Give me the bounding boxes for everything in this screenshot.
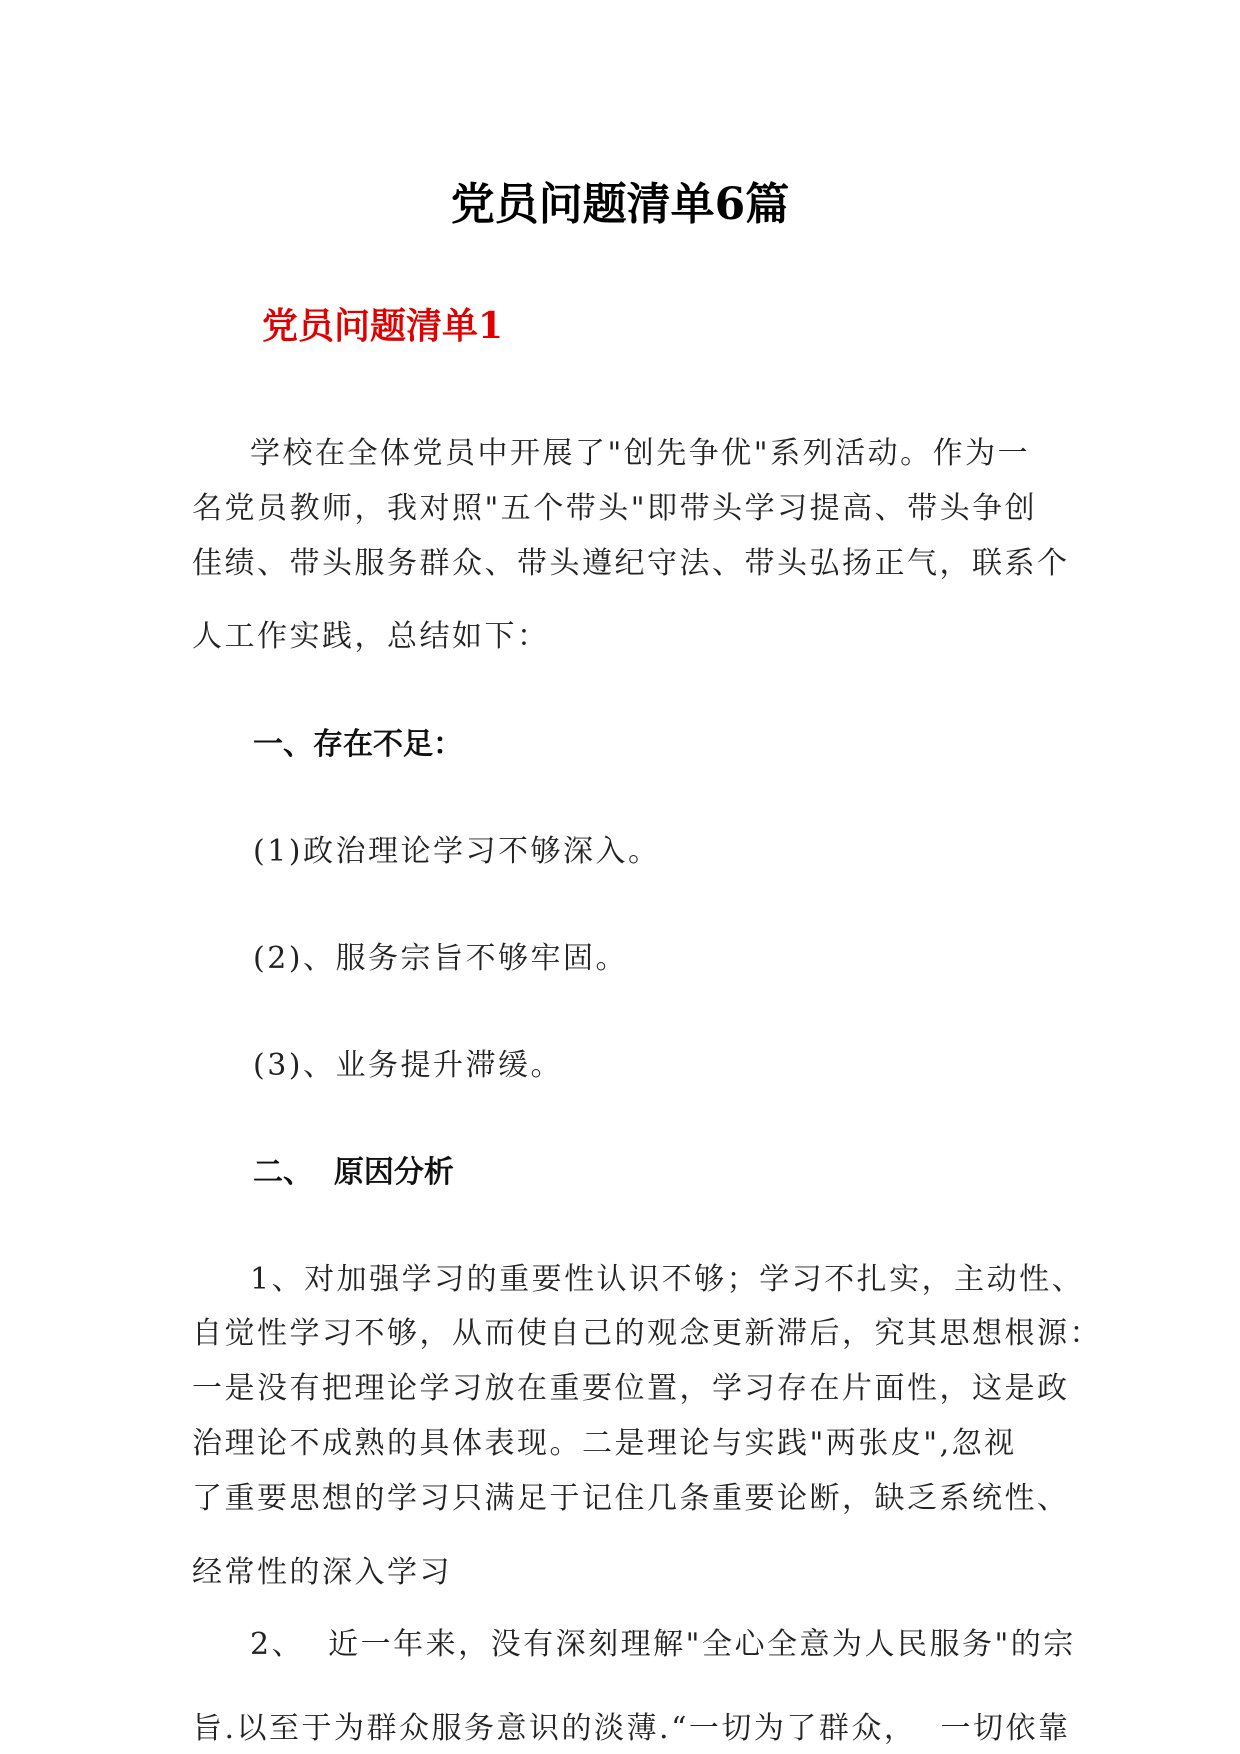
intro-line-3: 佳绩、带头服务群众、带头遵纪守法、带头弘扬正气，联系个 xyxy=(192,546,1070,581)
analysis-line-3: 一是没有把理论学习放在重要位置，学习存在片面性，这是政 xyxy=(192,1371,1070,1406)
analysis-line-2: 自觉性学习不够，从而使自己的观念更新滞后，究其思想根源： xyxy=(192,1316,1102,1351)
analysis-line-5: 了重要思想的学习只满足于记住几条重要论断，缺乏系统性、 xyxy=(192,1481,1070,1516)
shortcoming-item-3: (3)、业务提升滞缓。 xyxy=(253,1048,563,1083)
shortcoming-item-2: (2)、服务宗旨不够牢固。 xyxy=(253,941,628,976)
section-heading-analysis: 二、 原因分析 xyxy=(253,1155,454,1190)
analysis-line-6: 经常性的深入学习 xyxy=(192,1555,452,1590)
intro-line-2: 名党员教师，我对照"五个带头"即带头学习提高、带头争创 xyxy=(192,491,1038,526)
analysis-line-4: 治理论不成熟的具体表现。二是理论与实践"两张皮",忽视 xyxy=(192,1426,1017,1461)
analysis-line-7: 2、 近一年来，没有深刻理解"全心全意为人民服务"的宗 xyxy=(250,1627,1076,1662)
document-title: 党员问题清单6篇 xyxy=(450,179,790,230)
intro-line-4: 人工作实践，总结如下： xyxy=(192,619,550,654)
intro-line-1: 学校在全体党员中开展了"创先争优"系列活动。作为一 xyxy=(250,436,1031,471)
section-heading-shortcomings: 一、存在不足： xyxy=(253,727,463,762)
section-title: 党员问题清单1 xyxy=(262,305,504,347)
analysis-line-8: 旨.以至于为群众服务意识的淡薄.“一切为了群众， 一切依靠 xyxy=(192,1711,1071,1746)
shortcoming-item-1: (1)政治理论学习不够深入。 xyxy=(253,834,661,869)
analysis-line-1: 1、对加强学习的重要性认识不够；学习不扎实，主动性、 xyxy=(250,1262,1085,1297)
